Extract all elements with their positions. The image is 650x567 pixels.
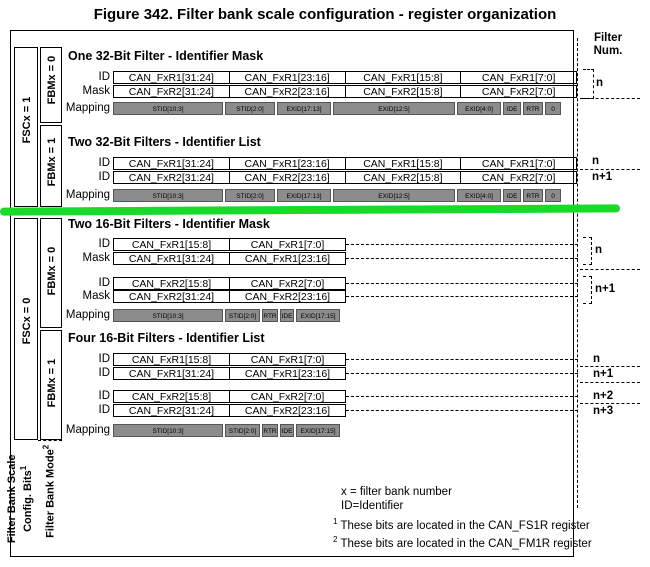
cell: CAN_FxR2[31:24] [114, 172, 230, 183]
fbmx0-label-a: FBMx = 0 [46, 55, 58, 105]
s4-row1-label: ID [98, 353, 110, 365]
fbmx0-label-b: FBMx = 0 [46, 246, 58, 296]
map-seg: STID[10:3] [113, 102, 223, 115]
map-seg: EXID[12:5] [333, 102, 455, 115]
map-seg: EXID[12:5] [333, 189, 455, 202]
map-seg: IDE [280, 309, 294, 322]
s3-row3 [113, 277, 346, 290]
s4-num-sep-1 [580, 366, 640, 367]
cell: CAN_FxR1[31:24] [114, 368, 230, 379]
s4-mapping-label: Mapping [65, 424, 110, 436]
fscx0-label: FSCx = 0 [21, 297, 33, 345]
cell: CAN_FxR2[31:24] [114, 86, 230, 97]
s4-lead-1 [346, 359, 578, 360]
section-2-title: Two 32-Bit Filters - Identifier List [68, 135, 261, 149]
s3-brace-1 [583, 237, 592, 265]
s2-row2-label: ID [98, 171, 110, 183]
fbmx1-box-b [40, 330, 62, 440]
cell: CAN_FxR1[23:16] [244, 253, 331, 264]
map-seg: RTR [262, 309, 278, 322]
cell: CAN_FxR1[23:16] [230, 72, 346, 83]
cell: CAN_FxR1[7:0] [250, 354, 325, 365]
fscx0-box [14, 218, 38, 440]
filter-num-header: Filter Num. [593, 32, 623, 57]
s4-num-2: n+2 [593, 390, 614, 402]
s4-lead-3 [346, 396, 578, 397]
s4-row3-label: ID [98, 390, 110, 402]
cell: CAN_FxR2[7:0] [481, 172, 556, 183]
s3-row1 [113, 238, 346, 251]
fbmx1-label-a: FBMx = 1 [46, 137, 58, 187]
s1-mapping-label: Mapping [65, 102, 110, 114]
s4-num-1: n+1 [593, 368, 614, 380]
s4-lead-4 [346, 410, 578, 411]
s3-row4 [113, 290, 346, 303]
cell: CAN_FxR2[23:16] [230, 86, 346, 97]
s3-row4-label: Mask [82, 290, 110, 302]
cell: CAN_FxR1[31:24] [114, 253, 230, 264]
s4-row1 [113, 353, 346, 366]
s3-brace-2 [583, 276, 592, 304]
s2-num-0: n [592, 155, 600, 167]
cell: CAN_FxR2[7:0] [481, 86, 556, 97]
map-seg: EXID[4:0] [457, 189, 501, 202]
s1-num: n [596, 77, 604, 89]
s3-row2-label: Mask [82, 252, 110, 264]
s3-lead-4 [346, 296, 578, 297]
filter-num-divider [577, 38, 578, 508]
s4-row2 [113, 367, 346, 380]
cell: CAN_FxR1[7:0] [481, 72, 556, 83]
cell: CAN_FxR1[15:8] [346, 72, 462, 83]
s3-row3-label: ID [98, 277, 110, 289]
map-seg: RTR [523, 189, 543, 202]
s2-num-sep [580, 169, 640, 170]
s3-num-1: n+1 [595, 283, 616, 295]
section-1-title: One 32-Bit Filter - Identifier Mask [68, 49, 264, 63]
cell: CAN_FxR1[23:16] [244, 368, 331, 379]
s4-row3 [113, 390, 346, 403]
cell: CAN_FxR2[31:24] [114, 291, 230, 302]
s2-row2 [113, 171, 577, 184]
cell: CAN_FxR1[15:8] [114, 239, 230, 250]
map-seg: EXID[17:15] [296, 424, 340, 437]
footnote-2: $^2$ These bits are located in the CAN_FM1R register [333, 535, 592, 550]
cell: CAN_FxR1[23:16] [230, 158, 346, 169]
cell: CAN_FxR2[31:24] [114, 405, 230, 416]
fbmx0-box-b [40, 218, 62, 328]
s4-num-sep-2 [580, 382, 640, 383]
map-seg: EXID[4:0] [457, 102, 501, 115]
figure-title: Figure 342. Filter bank scale configuration - register organization [93, 6, 557, 23]
s2-row1 [113, 157, 577, 170]
map-seg: STID[10:3] [113, 309, 223, 322]
cell: CAN_FxR2[15:8] [346, 172, 462, 183]
cell: CAN_FxR2[23:16] [244, 291, 331, 302]
map-seg: STID[2:0] [225, 189, 275, 202]
s3-num-sep [580, 269, 640, 270]
s3-num-0: n [595, 244, 603, 256]
map-seg: 0 [545, 189, 561, 202]
footnote-1: $^1$ These bits are located in the CAN_FS1R register [333, 517, 590, 532]
s4-num-0: n [593, 353, 601, 365]
map-seg: IDE [503, 102, 521, 115]
s3-lead-3 [346, 283, 578, 284]
scale-config-label: Filter Bank Scale Config. Bits$^1$ [6, 454, 34, 544]
s4-row4-label: ID [98, 404, 110, 416]
cell: CAN_FxR1[15:8] [114, 354, 230, 365]
s4-num-sep-3 [580, 403, 640, 404]
s1-row1 [113, 71, 577, 84]
cell: CAN_FxR2[15:8] [346, 86, 462, 97]
s3-row1-label: ID [98, 238, 110, 250]
s1-brace [583, 69, 594, 99]
map-seg: RTR [262, 424, 278, 437]
s4-num-3: n+3 [593, 405, 614, 417]
cell: CAN_FxR1[7:0] [481, 158, 556, 169]
map-seg: 0 [545, 102, 561, 115]
cell: CAN_FxR1[15:8] [346, 158, 462, 169]
s2-num-1: n+1 [592, 171, 613, 183]
map-seg: EXID[17:13] [277, 102, 331, 115]
map-seg: IDE [280, 424, 294, 437]
s3-row2 [113, 252, 346, 265]
cell: CAN_FxR2[15:8] [114, 391, 230, 402]
cell: CAN_FxR2[7:0] [250, 278, 325, 289]
fscx1-box [14, 47, 38, 207]
s3-mapping [113, 309, 340, 322]
map-seg: STID[2:0] [225, 309, 260, 322]
cell: CAN_FxR2[23:16] [244, 405, 331, 416]
section-4-title: Four 16-Bit Filters - Identifier List [68, 331, 265, 345]
s3-lead-2 [346, 258, 578, 259]
s4-lead-2 [346, 373, 578, 374]
s1-num-sep [580, 98, 640, 99]
map-seg: RTR [523, 102, 543, 115]
map-seg: STID[10:3] [113, 189, 223, 202]
map-seg: EXID[17:15] [296, 309, 340, 322]
legend-line-2: ID=Identifier [341, 500, 404, 512]
map-seg: STID[10:3] [113, 424, 223, 437]
s2-mapping-label: Mapping [65, 189, 110, 201]
s1-row1-label: ID [98, 71, 110, 83]
cell: CAN_FxR2[7:0] [250, 391, 325, 402]
cell: CAN_FxR1[7:0] [250, 239, 325, 250]
s4-row2-label: ID [98, 367, 110, 379]
s1-mapping [113, 102, 561, 115]
s3-lead-1 [346, 244, 578, 245]
s2-mapping [113, 189, 561, 202]
cell: CAN_FxR2[15:8] [114, 278, 230, 289]
s2-row1-label: ID [98, 157, 110, 169]
s4-mapping [113, 424, 340, 437]
s4-row4 [113, 404, 346, 417]
map-seg: IDE [503, 189, 521, 202]
s1-row2-label: Mask [82, 85, 110, 97]
section-3-title: Two 16-Bit Filters - Identifier Mask [68, 217, 270, 231]
fbmx1-label-b: FBMx = 1 [46, 358, 58, 408]
s1-row2 [113, 85, 577, 98]
fscx1-label: FSCx = 1 [21, 96, 33, 144]
fbmx1-box-a [40, 125, 62, 207]
cell: CAN_FxR1[31:24] [114, 72, 230, 83]
legend-line-1: x = filter bank number [341, 486, 452, 498]
s3-mapping-label: Mapping [65, 309, 110, 321]
cell: CAN_FxR1[31:24] [114, 158, 230, 169]
map-seg: EXID[17:13] [277, 189, 331, 202]
cell: CAN_FxR2[23:16] [230, 172, 346, 183]
mode-label: Filter Bank Mode$^2$ [41, 444, 57, 538]
map-seg: STID[2:0] [225, 102, 275, 115]
map-seg: STID[2:0] [225, 424, 260, 437]
